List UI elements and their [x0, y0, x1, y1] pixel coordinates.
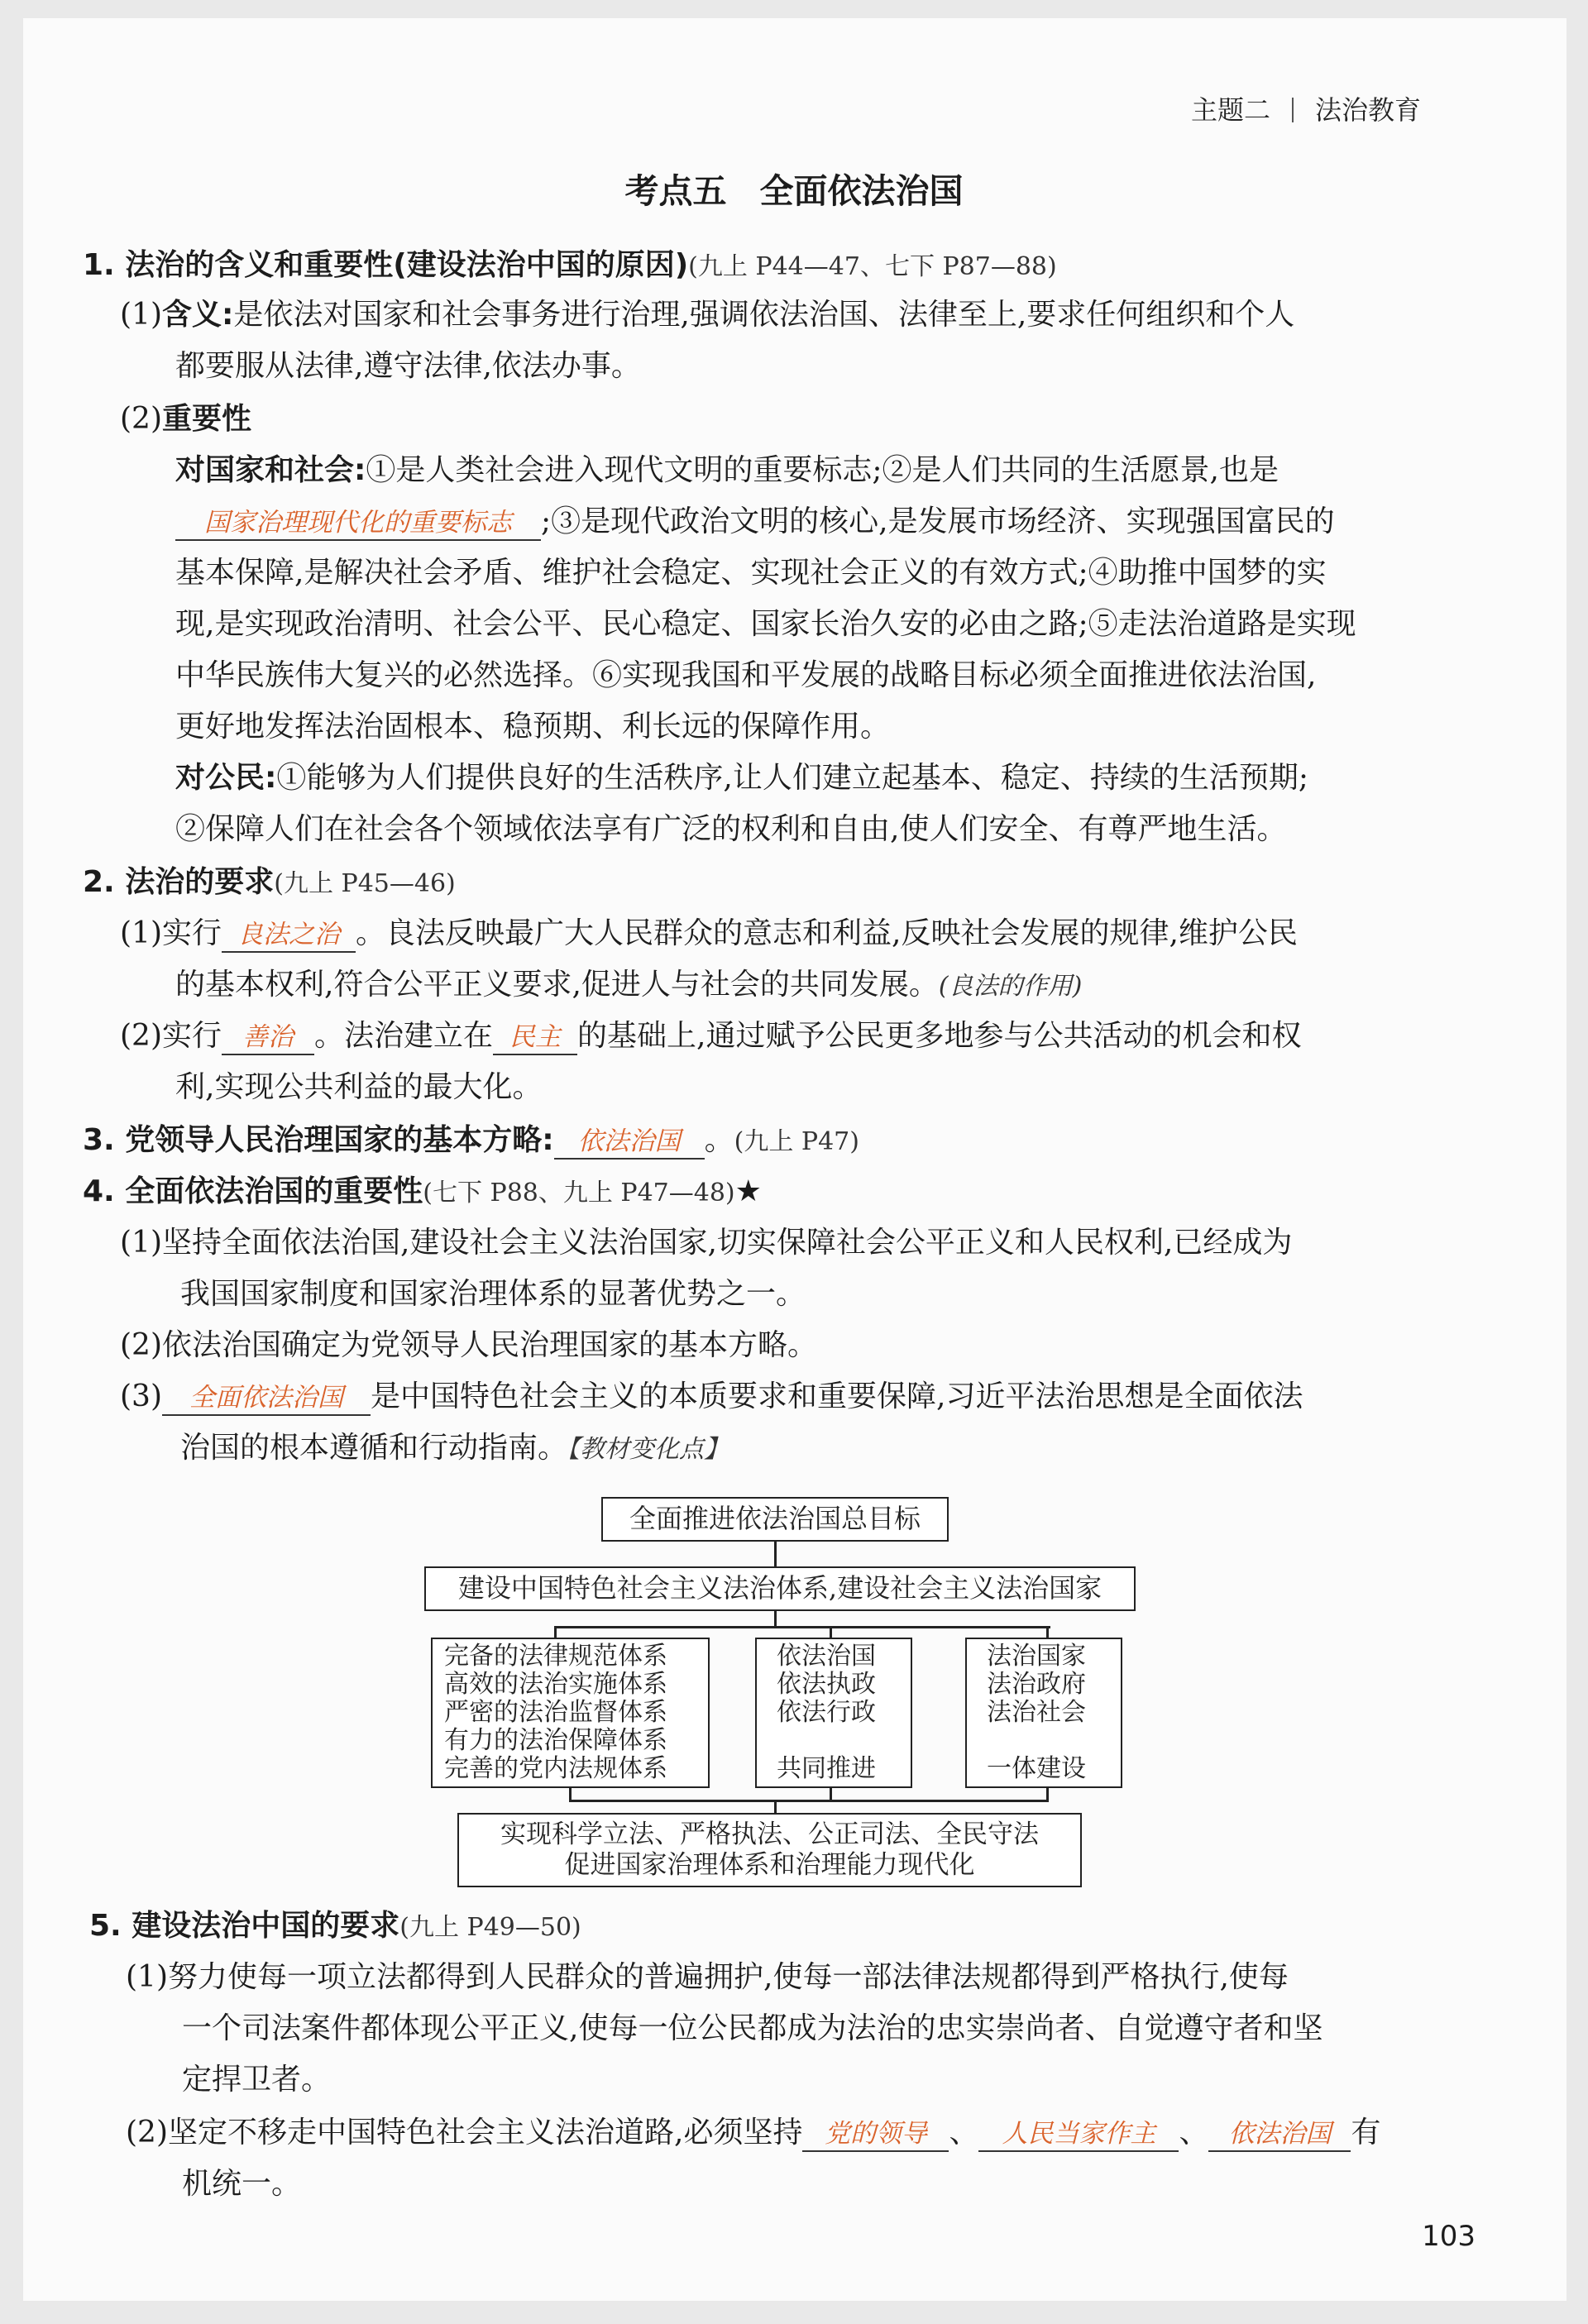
box-line: 依法执政: [777, 1670, 876, 1699]
key-point-star: ★: [734, 1174, 762, 1208]
text: ①能够为人们提供良好的生活秩序,让人们建立起基本、稳定、持续的生活预期;: [276, 761, 1308, 795]
connector: [569, 1800, 1049, 1802]
s2-p2-line1: [120, 1017, 1301, 1055]
fill-in-answer: 良法之治: [222, 918, 356, 953]
diagram-left-box: [431, 1638, 710, 1788]
text: (2)坚定不移走中国特色社会主义法治道路,必须坚持: [126, 2116, 803, 2149]
diagram-second-box: 建设中国特色社会主义法治体系,建设社会主义法治国家: [424, 1566, 1136, 1611]
connector: [830, 1626, 832, 1638]
box-line: 一体建设: [987, 1754, 1086, 1783]
diagram-right-box: [965, 1638, 1122, 1788]
box-line: 严密的法治监督体系: [444, 1698, 667, 1727]
box-line: 实现科学立法、严格执法、公正司法、全民守法: [500, 1820, 1039, 1849]
text: 。良法反映最广大人民群众的意志和利益,反映社会发展的规律,维护公民: [356, 916, 1298, 950]
fill-in-answer: 人民当家作主: [978, 2117, 1179, 2152]
box-line: 完备的法律规范体系: [444, 1642, 667, 1671]
s1-citizen-line1: [175, 759, 1308, 797]
text: 。: [704, 1123, 734, 1157]
s4-p1-line1: (1)坚持全面依法治国,建设社会主义法治国家,切实保障社会公平正义和人民权利,已经成为: [120, 1226, 1293, 1260]
text: 。法治建立在: [314, 1019, 494, 1053]
connector: [554, 1626, 557, 1638]
s2-p2-line2: 利,实现公共利益的最大化。: [175, 1070, 543, 1104]
fill-in-answer: 国家治理现代化的重要标志: [175, 506, 541, 541]
box-line: 完善的党内法规体系: [444, 1754, 667, 1783]
box-line: 法治政府: [987, 1670, 1086, 1699]
header-topic: 主题二: [1191, 94, 1271, 126]
box-line: 法治国家: [987, 1642, 1086, 1671]
connector: [774, 1542, 777, 1566]
s1-state-line5: 中华民族伟大复兴的必然选择。⑥实现我国和平发展的战略目标必须全面推进依法治国,: [175, 658, 1317, 692]
box-line: 高效的法治实施体系: [444, 1670, 667, 1699]
handwritten-note: 【教材变化点】: [567, 1435, 729, 1464]
s4-p3-line2: [180, 1429, 729, 1469]
fill-in-answer: 依法治国: [1208, 2117, 1351, 2152]
s1-state-line1: [175, 452, 1279, 490]
text: 治国的根本遵循和行动指南。: [180, 1431, 568, 1465]
section-4-heading: [83, 1173, 762, 1212]
title-label: 考点五: [624, 171, 727, 211]
box-line: 促进国家治理体系和治理能力现代化: [564, 1850, 975, 1880]
s1-state-line3: 基本保障,是解决社会矛盾、维护社会稳定、实现社会正义的有效方式;④助推中国梦的实: [175, 556, 1327, 590]
s1-state-line4: 现,是实现政治清明、社会公平、民心稳定、国家长治久安的必由之路;⑤走法治道路是实现: [175, 607, 1356, 641]
s2-p1-line1: [120, 915, 1298, 953]
s1-p2-line: [120, 400, 251, 438]
s1-p1-line2: 都要服从法律,遵守法律,依法办事。: [175, 349, 641, 383]
diagram-mid-box: [755, 1638, 912, 1788]
s4-p1-line2: 我国国家制度和国家治理体系的显著优势之一。: [180, 1277, 806, 1311]
heading-text: 2. 法治的要求: [83, 865, 275, 899]
text: 、: [949, 2116, 979, 2149]
s5-p2-line1: [126, 2114, 1381, 2152]
text: (1)实行: [120, 916, 222, 950]
header-section: 法治教育: [1315, 94, 1422, 126]
item-number: (1): [120, 298, 162, 332]
heading-text: 4. 全面依法治国的重要性: [83, 1174, 423, 1208]
text: 有: [1351, 2116, 1381, 2149]
diagram-top-box: 全面推进依法治国总目标: [601, 1497, 949, 1542]
s1-state-line6: 更好地发挥法治固根本、稳预期、利长远的保障作用。: [175, 710, 891, 744]
s1-citizen-line2: ②保障人们在社会各个领域依法享有广泛的权利和自由,使人们安全、有尊严地生活。: [175, 812, 1287, 846]
section-3-heading: [83, 1121, 859, 1161]
header-divider: [1292, 98, 1294, 122]
running-header: [1191, 89, 1421, 127]
textbook-ref: (九上 P47): [734, 1127, 859, 1156]
diagram-bottom-box: [457, 1813, 1082, 1887]
s2-p1-line2: [175, 966, 1082, 1006]
heading-text: 1. 法治的含义和重要性(建设法治中国的原因): [83, 248, 689, 282]
text: ;③是现代政治文明的核心,是发展市场经济、实现强国富民的: [541, 504, 1335, 538]
heading-text: 3. 党领导人民治理国家的基本方略:: [83, 1123, 554, 1157]
s4-p2-line: (2)依法治国确定为党领导人民治理国家的基本方略。: [120, 1328, 817, 1362]
item-label: 重要性: [162, 402, 252, 436]
s5-p1-line2: 一个司法案件都体现公平正义,使每一位公民都成为法治的忠实崇尚者、自觉遵守者和坚: [182, 2011, 1323, 2045]
box-line: 法治社会: [987, 1698, 1086, 1727]
handwritten-note: (良法的作用): [938, 972, 1083, 1001]
textbook-ref: (九上 P45—46): [274, 869, 456, 898]
textbook-ref: (九上 P49—50): [399, 1913, 581, 1942]
section-1-heading: [83, 246, 1057, 286]
item-number: (2): [120, 402, 162, 436]
text: 、: [1179, 2116, 1209, 2149]
page-title: [0, 164, 1588, 213]
item-label: 含义:: [162, 298, 234, 332]
textbook-ref: (九上 P44—47、七下 P87—88): [688, 252, 1057, 281]
title-text: 全面依法治国: [759, 171, 964, 211]
fill-in-answer: 善治: [222, 1021, 314, 1055]
fill-in-answer: 民主: [493, 1021, 577, 1055]
s5-p1-line1: (1)努力使每一项立法都得到人民群众的普遍拥护,使每一部法律法规都得到严格执行,使每: [126, 1960, 1289, 1994]
connector: [774, 1611, 777, 1626]
text: (2)实行: [120, 1019, 222, 1053]
fill-in-answer: 全面依法治国: [162, 1381, 371, 1416]
text: ①是人类社会进入现代文明的重要标志;②是人们共同的生活愿景,也是: [366, 453, 1279, 487]
text: 的基础上,通过赋予公民更多地参与公共活动的机会和权: [577, 1019, 1302, 1053]
section-5-heading: [89, 1907, 581, 1947]
item-number: (3): [120, 1380, 162, 1413]
box-line: 依法行政: [777, 1698, 876, 1727]
text: 的基本权利,符合公平正义要求,促进人与社会的共同发展。: [175, 968, 939, 1002]
text: 是依法对国家和社会事务进行治理,强调依法治国、法律至上,要求任何组织和个人: [233, 298, 1295, 332]
connector: [554, 1626, 1050, 1628]
connector: [774, 1800, 777, 1813]
box-line: 有力的法治保障体系: [444, 1726, 667, 1755]
fill-in-answer: 党的领导: [802, 2117, 949, 2152]
fill-in-answer: 依法治国: [554, 1125, 705, 1160]
s1-state-line2: [175, 503, 1335, 541]
page-number: 103: [1422, 2220, 1476, 2253]
s4-p3-line1: [120, 1378, 1303, 1416]
section-2-heading: [83, 863, 456, 903]
textbook-ref: (七下 P88、九上 P47—48): [423, 1179, 735, 1207]
connector: [1046, 1626, 1049, 1638]
s5-p2-line2: 机统一。: [182, 2167, 302, 2201]
heading-text: 5. 建设法治中国的要求: [89, 1909, 400, 1943]
box-line: 依法治国: [777, 1642, 876, 1671]
box-line: 共同推进: [777, 1754, 876, 1783]
item-label: 对公民:: [175, 761, 277, 795]
item-label: 对国家和社会:: [175, 453, 366, 487]
text: 是中国特色社会主义的本质要求和重要保障,习近平法治思想是全面依法: [371, 1380, 1303, 1413]
s1-p1-line1: [120, 296, 1294, 334]
s5-p1-line3: 定捍卫者。: [182, 2063, 332, 2097]
